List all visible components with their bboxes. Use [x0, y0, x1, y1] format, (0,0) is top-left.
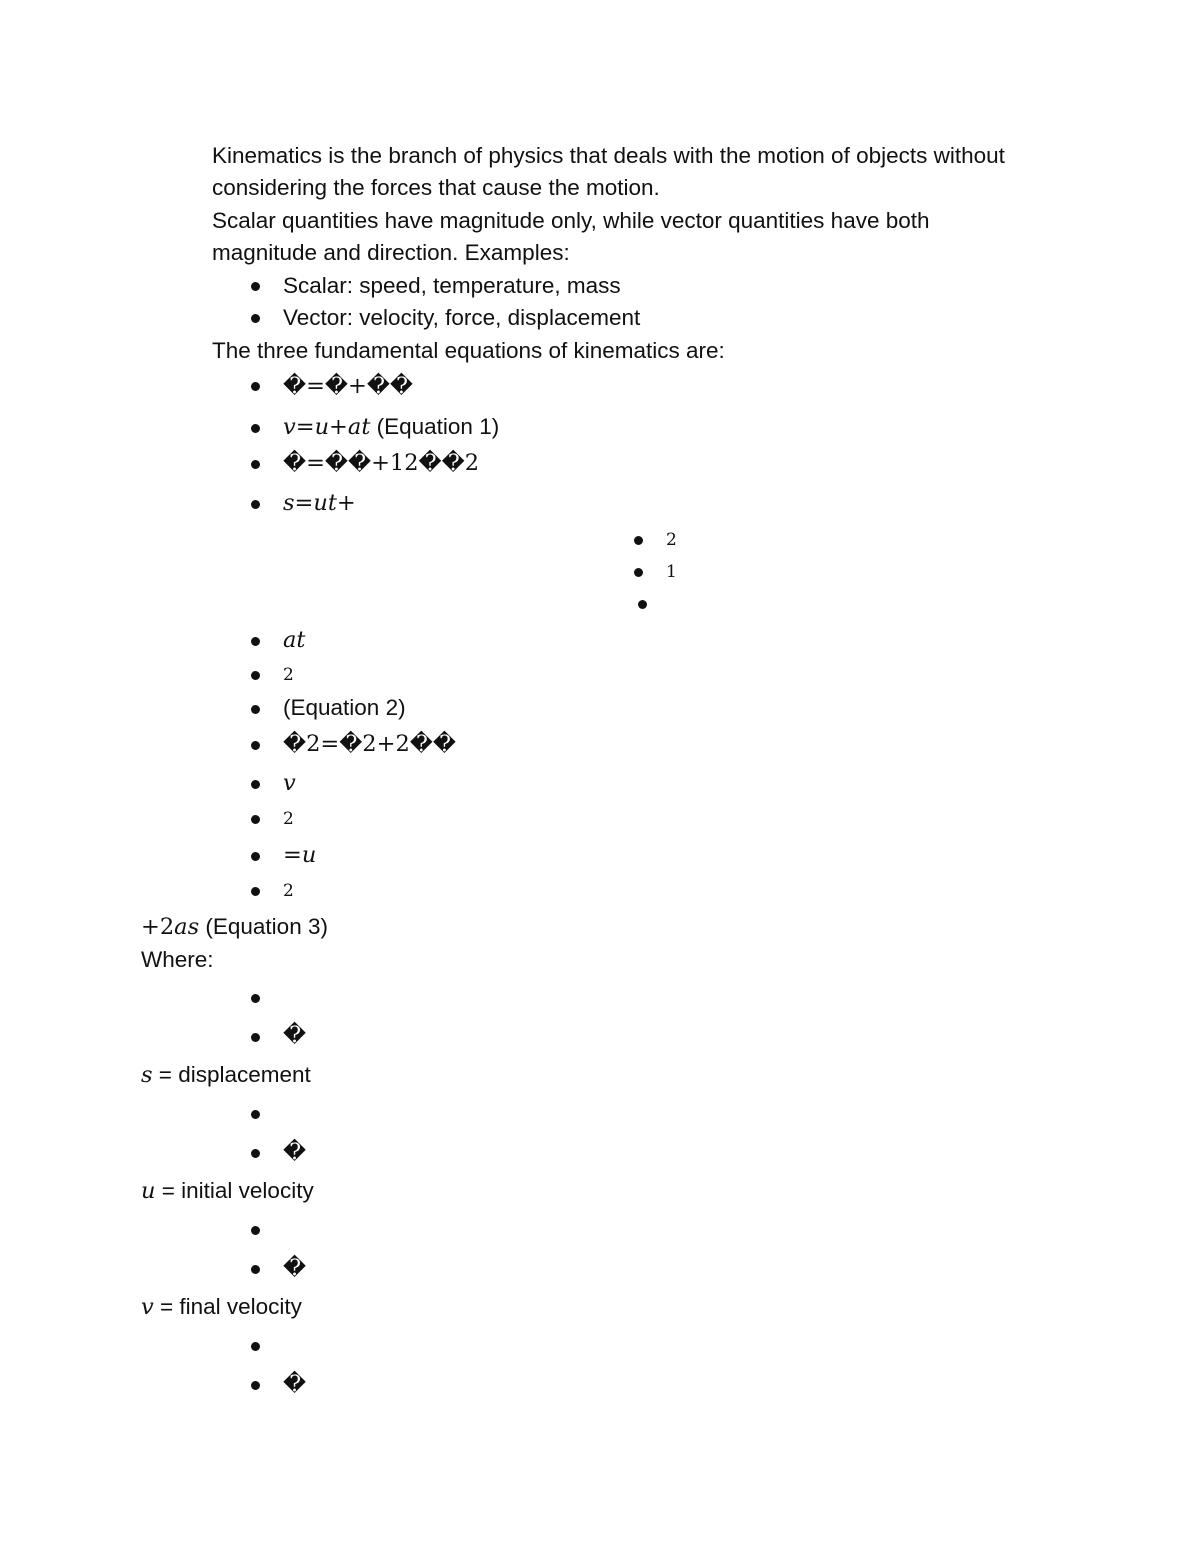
bullet: [251, 1033, 260, 1042]
bullet: [251, 1342, 260, 1351]
definition-final-velocity: [141, 1291, 302, 1323]
equation-3-equals-u: =u: [283, 842, 317, 868]
bullet: [634, 568, 643, 577]
exponent-2: 2: [283, 809, 294, 829]
bullet: [251, 852, 260, 861]
equation-3-prefix: +2: [141, 914, 175, 940]
equation-2-label: (Equation 2): [283, 695, 406, 720]
definition-symbol: u: [141, 1178, 156, 1204]
bullet: [251, 1226, 260, 1235]
intro-line-2: considering the forces that cause the motion.: [212, 175, 660, 200]
bullet: [251, 460, 260, 469]
garbled-symbol: �: [283, 1371, 307, 1397]
bullet: [251, 780, 260, 789]
bullet: [251, 1110, 260, 1119]
where-label: Where:: [141, 947, 214, 972]
garbled-equation-3: �2=�2+2��: [283, 731, 456, 757]
definition-symbol: s: [141, 1062, 153, 1088]
bullet: [251, 1381, 260, 1390]
bullet: [251, 994, 260, 1003]
bullet: [251, 382, 260, 391]
equation-1-label: (Equation 1): [370, 414, 500, 439]
equation-3-label: (Equation 3): [199, 914, 328, 939]
definition-text: = initial velocity: [155, 1178, 314, 1203]
fraction-numerator: 1: [666, 562, 677, 582]
intro-line-3: Scalar quantities have magnitude only, while vector quantities have both: [212, 208, 930, 233]
bullet: [251, 741, 260, 750]
example-scalar: Scalar: speed, temperature, mass: [283, 273, 621, 298]
equation-2-start: s=ut+: [283, 490, 356, 516]
bullet: [251, 1149, 260, 1158]
fraction-denominator: 2: [666, 530, 677, 550]
exponent-2: 2: [283, 881, 294, 901]
bullet: [638, 600, 647, 609]
garbled-equation-2: �=��+12��2: [283, 450, 480, 476]
bullet: [251, 500, 260, 509]
bullet: [251, 1265, 260, 1274]
bullet: [251, 637, 260, 646]
bullet: [251, 705, 260, 714]
equations-heading: The three fundamental equations of kinematics are:: [212, 338, 725, 363]
definition-symbol: v: [141, 1294, 154, 1320]
equation-1-math: v=u+at: [283, 414, 371, 440]
garbled-symbol: �: [283, 1139, 307, 1165]
definition-text: = final velocity: [153, 1294, 302, 1319]
equation-3-v: v: [283, 770, 296, 796]
intro-line-1: Kinematics is the branch of physics that deals with the motion of objects without: [212, 143, 1005, 168]
equation-3-math: as: [174, 914, 200, 940]
equation-1: [283, 411, 499, 443]
equation-3-tail: [141, 911, 328, 943]
example-vector: Vector: velocity, force, displacement: [283, 305, 641, 330]
bullet: [251, 314, 260, 323]
garbled-symbol: �: [283, 1255, 307, 1281]
definition-displacement: [141, 1059, 311, 1091]
exponent-2: 2: [283, 665, 294, 685]
bullet: [251, 887, 260, 896]
equation-2-at: at: [283, 627, 306, 653]
bullet: [634, 536, 643, 545]
bullet: [251, 282, 260, 291]
bullet: [251, 815, 260, 824]
garbled-equation-1: �=�+��: [283, 373, 413, 399]
garbled-symbol: �: [283, 1022, 307, 1048]
intro-line-4: magnitude and direction. Examples:: [212, 240, 570, 265]
definition-initial-velocity: [141, 1175, 314, 1207]
bullet: [251, 424, 260, 433]
bullet: [251, 671, 260, 680]
definition-text: = displacement: [152, 1062, 311, 1087]
